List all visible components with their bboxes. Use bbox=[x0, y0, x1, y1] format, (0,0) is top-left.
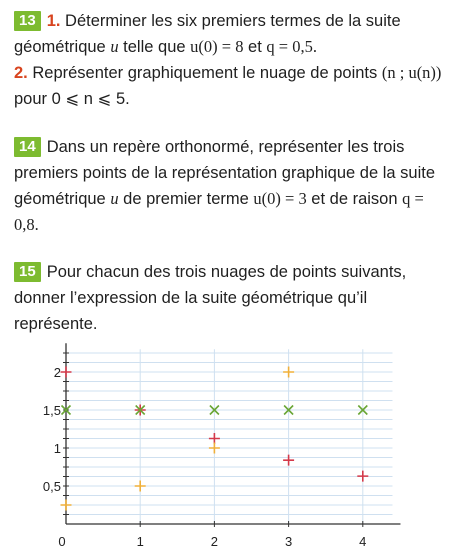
exercise-text: Pour chacun des trois nuages de points suivants, donner l’expression de la suite géométrique qu’il représente. bbox=[14, 263, 407, 333]
sequence-symbol: u bbox=[110, 37, 119, 56]
points-expression: (n ; u(n)) bbox=[381, 63, 442, 82]
exercise-number-badge: 15 bbox=[14, 262, 41, 282]
y-tick-label: 1 bbox=[53, 441, 61, 456]
ratio: q = 0,8. bbox=[14, 189, 424, 234]
x-tick-label: 1 bbox=[136, 534, 144, 549]
exercise-13 bbox=[14, 8, 446, 112]
exercise-text-b: de premier terme bbox=[123, 190, 249, 208]
question-2-number: 2. bbox=[14, 64, 28, 82]
exercise-text: Dans un repère orthonormé, représenter les trois premiers points de la représentation graphique de la suite géométrique bbox=[14, 138, 436, 208]
exercise-15 bbox=[14, 259, 446, 337]
question-2-text: Représenter graphiquement le nuage de points bbox=[32, 64, 378, 82]
chart-axes bbox=[63, 343, 400, 527]
question-1-number: 1. bbox=[46, 12, 61, 30]
exercise-text-c: et de raison bbox=[311, 190, 398, 208]
ratio: q = 0,5. bbox=[266, 37, 317, 56]
question-2-range: pour 0 ⩽ n ⩽ 5. bbox=[14, 90, 130, 108]
x-tick-label: 4 bbox=[359, 534, 367, 549]
y-tick-label: 0,5 bbox=[42, 479, 61, 494]
data-point-series-1 bbox=[283, 455, 294, 466]
x-tick-label: 2 bbox=[210, 534, 219, 549]
x-tick-label: 3 bbox=[284, 534, 293, 549]
exercise-number-badge: 13 bbox=[14, 11, 41, 31]
question-1-text-b: telle que bbox=[123, 38, 186, 56]
exercise-number-badge: 14 bbox=[14, 137, 41, 157]
initial-term: u(0) = 3 bbox=[253, 189, 307, 208]
initial-term: u(0) = 8 bbox=[190, 37, 244, 56]
data-point-series-1 bbox=[209, 433, 220, 444]
y-tick-label: 1,5 bbox=[42, 403, 61, 418]
exercise-14 bbox=[14, 134, 446, 238]
chart-grid bbox=[66, 349, 392, 524]
x-tick-label: 0 bbox=[58, 534, 66, 549]
data-point-series-1 bbox=[357, 471, 368, 482]
data-point-series-3 bbox=[135, 481, 146, 492]
data-point-series-1 bbox=[61, 367, 72, 378]
data-point-series-3 bbox=[209, 443, 220, 454]
data-point-series-3 bbox=[283, 367, 294, 378]
question-1-text: Déterminer les six premiers termes de la suite géométrique bbox=[14, 12, 401, 56]
scatter-chart bbox=[0, 340, 451, 554]
conjunction: et bbox=[248, 38, 262, 56]
data-point-series-3 bbox=[61, 500, 72, 511]
sequence-symbol: u bbox=[110, 189, 119, 208]
y-tick-label: 2 bbox=[53, 365, 61, 380]
